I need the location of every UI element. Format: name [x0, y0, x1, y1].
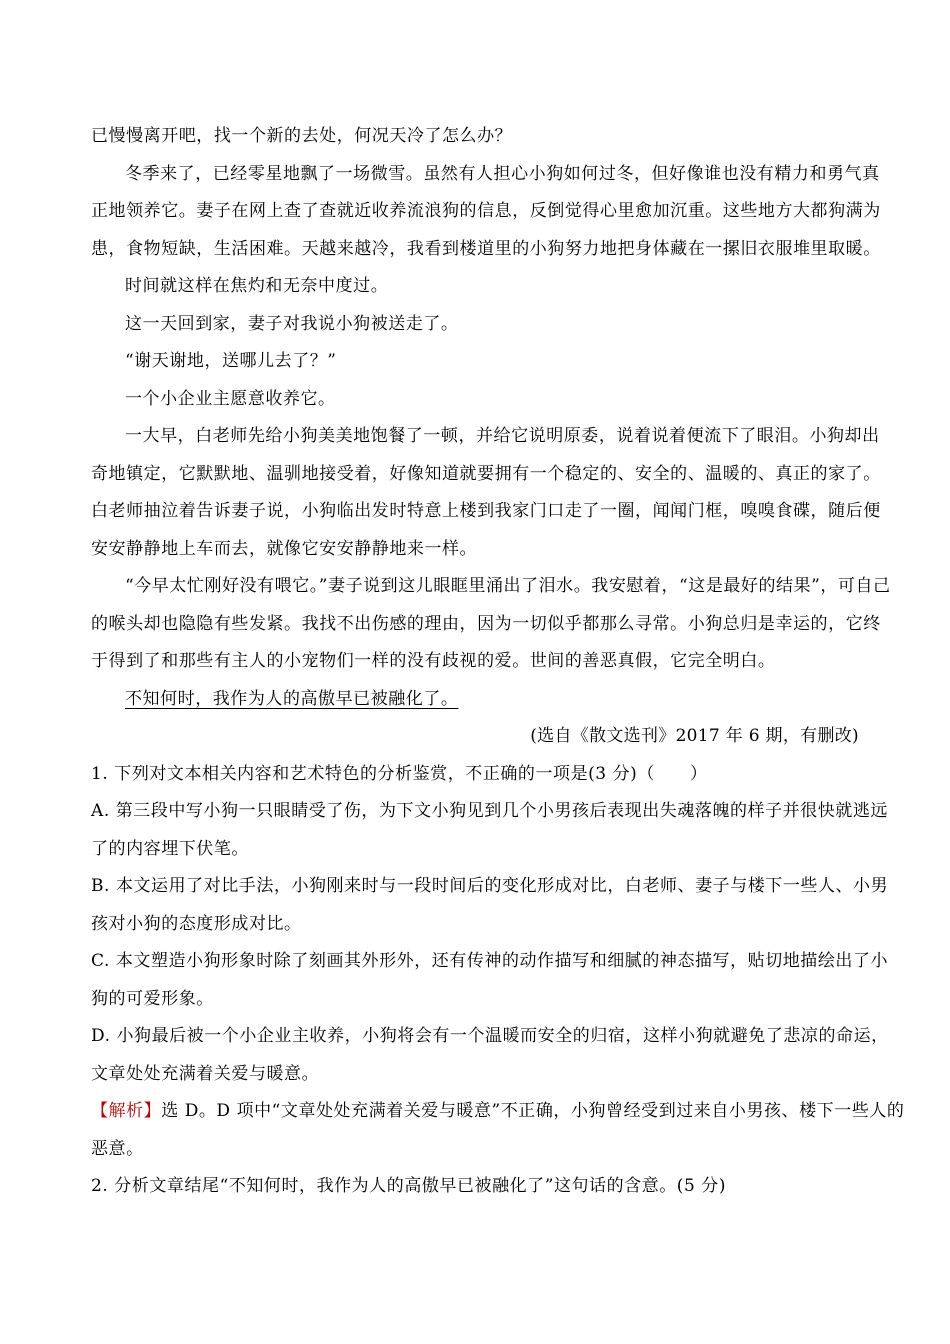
- paragraph-line: 已慢慢离开吧，找一个新的去处，何况天冷了怎么办？: [91, 126, 513, 146]
- option-b-line: B. 本文运用了对比手法，小狗刚来时与一段时间后的变化形成对比，白老师、妻子与楼下一些人、小男: [91, 876, 889, 896]
- analysis-line: 恶意。: [91, 1138, 144, 1159]
- paragraph-line: 白老师抽泣着告诉妻子说，小狗临出发时特意上楼到我家门口走了一圈，闻闻门框，嗅嗅食碟，随后便: [91, 501, 881, 521]
- paragraph-line: 于得到了和那些有主人的小宠物们一样的没有歧视的爱。世间的善恶真假，它完全明白。: [91, 651, 776, 671]
- paragraph-line: 冬季来了，已经零星地飘了一场微雪。虽然有人担心小狗如何过冬，但好像谁也没有精力和勇气真: [125, 163, 880, 184]
- document-page: [91, 118, 905, 1206]
- source-citation: (选自《散文选刊》2017 年 6 期，有删改): [530, 726, 859, 746]
- option-a-line: 了的内容埋下伏笔。: [91, 838, 249, 859]
- option-d-line: D. 小狗最后被一个小企业主收养，小狗将会有一个温暖而安全的归宿，这样小狗就避免了悲凉的命运，: [91, 1026, 889, 1046]
- option-b-line: 孩对小狗的态度形成对比。: [91, 913, 302, 934]
- paragraph-line: “今早太忙刚好没有喂它。”妻子说到这儿眼眶里涌出了泪水。我安慰着，“这是最好的结果”，可自己: [125, 576, 891, 596]
- analysis-tag: 【解析】: [91, 1101, 162, 1121]
- underlined-closing-sentence: [91, 681, 861, 719]
- paragraph-line: 一个小企业主愿意收养它。: [125, 388, 336, 409]
- paragraph-line: 正地领养它。妻子在网上查了查就近收养流浪狗的信息，反倒觉得心里愈加沉重。这些地方大都狗满为: [91, 201, 881, 221]
- paragraph-line: 的喉头却也隐隐有些发紧。我找不出伤感的理由，因为一切似乎都那么寻常。小狗总归是幸运的，它终: [91, 613, 881, 634]
- analysis-line: [91, 1093, 905, 1131]
- paragraph-line: 奇地镇定，它默默地、温驯地接受着，好像知道就要拥有一个稳定的、安全的、温暖的、真正的家了。: [91, 463, 881, 484]
- closing-sentence-text: 不知何时，我作为人的高傲早已被融化了。: [125, 688, 459, 709]
- paragraph-line: “谢天谢地，送哪儿去了？”: [125, 351, 337, 371]
- option-c-line: C. 本文塑造小狗形象时除了刻画其外形外，还有传神的动作描写和细腻的神态描写，贴切地描绘出了小: [91, 951, 889, 971]
- option-d-line: 文章处处充满着关爱与暖意。: [91, 1063, 320, 1084]
- question-1-stem: 1. 下列对文本相关内容和艺术特色的分析鉴赏，不正确的一项是(3 分)（ ）: [91, 763, 708, 784]
- analysis-text: 选 D。D 项中“文章处处充满着关爱与暖意”不正确，小狗曾经受到过来自小男孩、楼下一些人的: [161, 1101, 905, 1121]
- paragraph-line: 安安静静地上车而去，就像它安安静静地来一样。: [91, 538, 478, 559]
- paragraph-line: 时间就这样在焦灼和无奈中度过。: [125, 276, 389, 296]
- option-a-line: A. 第三段中写小狗一只眼睛受了伤，为下文小狗见到几个小男孩后表现出失魂落魄的样子并很快就逃远: [91, 801, 888, 821]
- paragraph-line: 这一天回到家，妻子对我说小狗被送走了。: [125, 313, 459, 334]
- paragraph-line: 一大早，白老师先给小狗美美地饱餐了一顿，并给它说明原委，说着说着便流下了眼泪。小狗却出: [125, 426, 880, 446]
- paragraph-line: 患，食物短缺，生活困难。天越来越冷，我看到楼道里的小狗努力地把身体藏在一摞旧衣服堆里取暖。: [91, 238, 881, 259]
- question-2-stem: 2. 分析文章结尾“不知何时，我作为人的高傲早已被融化了”这句话的含意。(5 分): [91, 1176, 727, 1196]
- option-c-line: 狗的可爱形象。: [91, 988, 214, 1009]
